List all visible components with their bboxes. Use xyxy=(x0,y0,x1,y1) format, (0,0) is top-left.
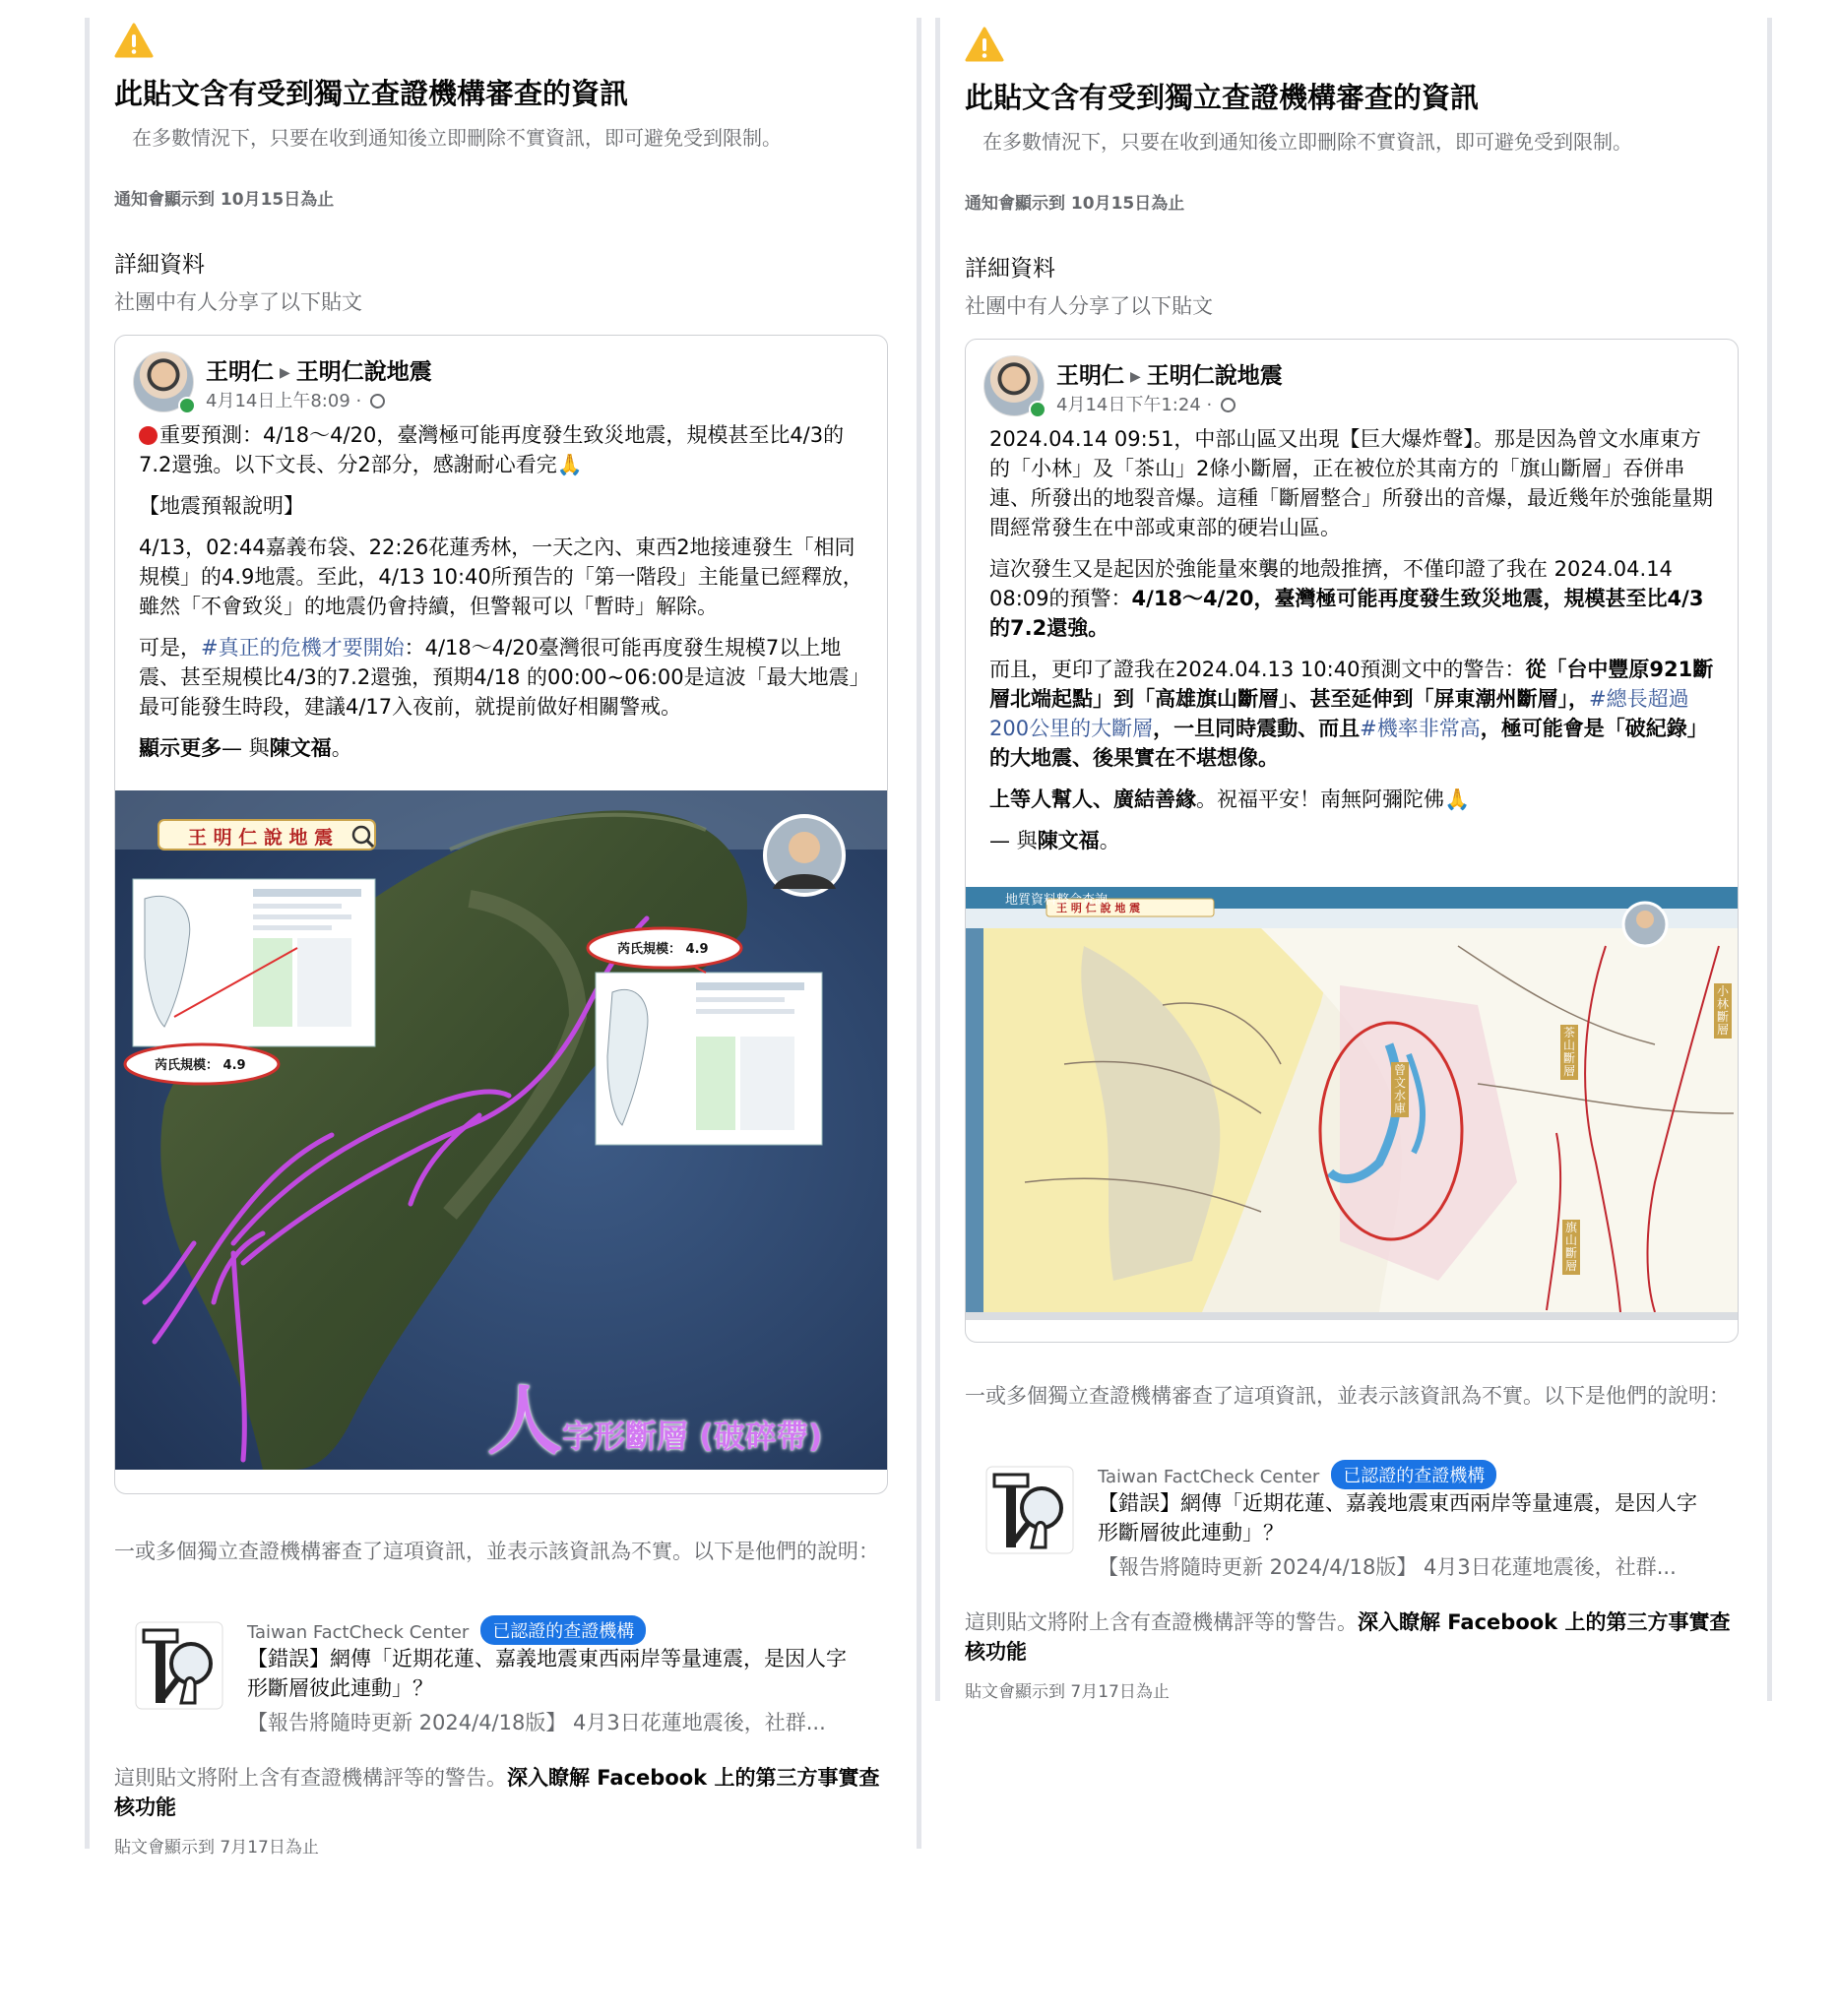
triangle-right-icon: ▶ xyxy=(1130,369,1141,385)
post-text xyxy=(966,424,1738,855)
factcheck-org xyxy=(247,1615,646,1645)
post-timestamp xyxy=(1056,391,1236,416)
learn-more-link[interactable]: 深入瞭解 Facebook 上的第三方事實查核功能 xyxy=(114,1766,880,1819)
factcheck-org xyxy=(1098,1460,1496,1489)
factcheck-snippet: 【報告將隨時更新 2024/4/18版】 4月3日花蓮地震後，社群... xyxy=(1098,1555,1677,1579)
author-name-link[interactable]: 王明仁 xyxy=(206,359,274,385)
details-heading: 詳細資料 xyxy=(114,252,205,278)
image-banner-text: 王 明 仁 說 地 震 xyxy=(1056,902,1141,914)
post-expiry: 貼文會顯示到 7月17日為止 xyxy=(965,1682,1170,1702)
post-paragraph: 而且，更印了證我在2024.04.13 10:40預測文中的警告：從「台中豐原921斷層北端起點」到「高雄旗山斷層」、甚至延伸到「屏東潮州斷層」，#總長超過200公里的大斷層，一旦同時震動、而且#機率非常高，極可能會是「破紀錄」的大地震、後果實在不堪想像。 xyxy=(989,658,1714,770)
post-header xyxy=(115,336,887,420)
map-label: 旗山斷層 xyxy=(1562,1220,1580,1275)
factcheck-headline[interactable]: 【錯誤】網傳「近期花蓮、嘉義地震東西兩岸等量連震，是因人字形斷層彼此連動」？ xyxy=(247,1647,847,1700)
red-circle-icon xyxy=(139,426,158,445)
post-time-link[interactable]: 4月14日下午1:24 · xyxy=(1056,395,1213,415)
image-banner-text: 王 明 仁 說 地 震 xyxy=(188,827,334,849)
post-paragraph: 2024.04.14 09:51，中部山區又出現【巨大爆炸聲】。那是因為曾文水庫東方的「小林」及「茶山」2條小斷層，正在被位於其南方的「旗山斷層」吞併串連、所發出的地裂音爆。這種「斷層整合」所發出的音爆，最近幾年於強能量期間經常發生在中部或東部的硬岩山區。 xyxy=(989,427,1713,539)
tagged-person-link[interactable]: 陳文福 xyxy=(1037,829,1100,852)
online-status-icon xyxy=(178,397,196,414)
notice-subtitle: 在多數情況下，只要在收到通知後立即刪除不實資訊，即可避免受到限制。 xyxy=(132,126,782,150)
map-label: 小林斷層 xyxy=(1714,983,1732,1039)
post-expiry: 貼文會顯示到 7月17日為止 xyxy=(114,1838,319,1858)
post-author-line xyxy=(1056,357,1283,390)
post-paragraph: 上等人幫人、廣結善緣。祝福平安！南無阿彌陀佛🙏 xyxy=(989,788,1471,811)
hashtag-link[interactable]: #機率非常高 xyxy=(1360,717,1481,740)
factcheck-org-name[interactable]: Taiwan FactCheck Center xyxy=(1098,1467,1320,1487)
factcheck-headline[interactable]: 【錯誤】網傳「近期花蓮、嘉義地震東西兩岸等量連震，是因人字形斷層彼此連動」？ xyxy=(1098,1491,1697,1544)
notice-title: 此貼文含有受到獨立查證機構審查的資訊 xyxy=(114,77,629,110)
learn-more-link[interactable]: 深入瞭解 Facebook 上的第三方事實查核功能 xyxy=(965,1610,1731,1664)
post-time-link[interactable]: 4月14日上午8:09 · xyxy=(206,391,362,411)
factcheck-logo-icon[interactable] xyxy=(984,1465,1075,1555)
notice-expiry: 通知會顯示到 10月15日為止 xyxy=(965,194,1185,214)
geologic-map-graphic xyxy=(966,887,1738,1320)
group-name-link[interactable]: 王明仁說地震 xyxy=(295,359,432,385)
tagged-person-link[interactable]: 陳文福 xyxy=(269,736,332,760)
author-name-link[interactable]: 王明仁 xyxy=(1056,363,1124,389)
hashtag-link[interactable]: #真正的危機才要開始 xyxy=(201,636,405,660)
post-paragraph: 重要預測：4/18～4/20，臺灣極可能再度發生致災地震，規模甚至比4/3的7.2還強。以下文長、分2部分，感謝耐心看完🙏 xyxy=(139,423,845,476)
image-caption: 人字形斷層 (破碎帶) xyxy=(487,1377,823,1465)
warning-icon xyxy=(965,27,1004,62)
notice-title: 此貼文含有受到獨立查證機構審查的資訊 xyxy=(965,81,1480,114)
image-brand-text: 地質資料整合查詢 xyxy=(1005,893,1109,908)
magnitude-label: 芮氏規模： 4.9 xyxy=(155,1058,246,1073)
map-label: 茶山斷層 xyxy=(1560,1025,1578,1080)
triangle-right-icon: ▶ xyxy=(280,365,290,381)
notice-expiry: 通知會顯示到 10月15日為止 xyxy=(114,190,335,210)
factcheck-logo-icon[interactable] xyxy=(134,1620,224,1711)
moderation-panel-right xyxy=(935,18,1772,1701)
factcheck-note: 一或多個獨立查證機構審查了這項資訊，並表示該資訊為不實。以下是他們的說明： xyxy=(965,1384,1730,1408)
post-text xyxy=(115,420,887,763)
hashtag-link[interactable]: #總長超過200公里的大斷層 xyxy=(989,687,1689,740)
globe-icon xyxy=(1221,398,1236,412)
shared-note: 社團中有人分享了以下貼文 xyxy=(965,294,1213,318)
post-author-line xyxy=(206,353,432,386)
rating-warning-note: 這則貼文將附上含有查證機構評等的警告。深入瞭解 Facebook 上的第三方事實查核功能 xyxy=(965,1610,1731,1664)
magnitude-label: 芮氏規模： 4.9 xyxy=(617,942,709,957)
details-heading: 詳細資料 xyxy=(965,256,1055,282)
verified-badge: 已認證的查證機構 xyxy=(1331,1460,1496,1489)
group-name-link[interactable]: 王明仁說地震 xyxy=(1146,363,1283,389)
verified-badge: 已認證的查證機構 xyxy=(480,1615,646,1645)
online-status-icon xyxy=(1029,401,1046,418)
post-image-satellite-map[interactable] xyxy=(115,790,887,1470)
post-paragraph: 可是，#真正的危機才要開始：4/18～4/20臺灣很可能再度發生規模7以上地震、甚至規模比4/3的7.2還強，預期4/18 的00:00~06:00是這波「最大地震」最可能發生時段，建議4/17入夜前，就提前做好相關警戒。 xyxy=(139,636,860,719)
post-paragraph: 4/13，02:44嘉義布袋、22:26花蓮秀林，一天之內、東西2地接連發生「相同規模」的4.9地震。至此，4/13 10:40所預告的「第一階段」主能量已經釋放，雖然「不會致災」的地震仍會持續，但警報可以「暫時」解除。 xyxy=(139,536,863,618)
rating-warning-note: 這則貼文將附上含有查證機構評等的警告。深入瞭解 Facebook 上的第三方事實查核功能 xyxy=(114,1766,880,1819)
moderation-panel-left xyxy=(85,18,921,1858)
post-header xyxy=(966,340,1738,424)
factcheck-org-name[interactable]: Taiwan FactCheck Center xyxy=(247,1622,470,1643)
globe-icon xyxy=(370,394,385,409)
shared-note: 社團中有人分享了以下貼文 xyxy=(114,290,362,314)
post-paragraph: — 與陳文福。 xyxy=(989,829,1120,852)
shared-post-card[interactable] xyxy=(965,339,1739,1343)
shared-post-card[interactable] xyxy=(114,335,888,1494)
notice-subtitle: 在多數情況下，只要在收到通知後立即刪除不實資訊，即可避免受到限制。 xyxy=(982,130,1632,154)
post-timestamp xyxy=(206,387,385,412)
post-paragraph: 顯示更多— 與陳文福。 xyxy=(139,736,352,760)
warning-icon xyxy=(114,23,154,58)
see-more-link[interactable]: 顯示更多 xyxy=(139,736,222,760)
factcheck-snippet: 【報告將隨時更新 2024/4/18版】 4月3日花蓮地震後，社群... xyxy=(247,1711,826,1734)
map-label: 曾文水庫 xyxy=(1391,1062,1409,1117)
post-paragraph: 這次發生又是起因於強能量來襲的地殼推擠，不僅印證了我在 2024.04.14 08:09的預警：4/18～4/20，臺灣極可能再度發生致災地震，規模甚至比4/3的7.2還強。 xyxy=(989,557,1704,640)
post-image-geologic-map[interactable] xyxy=(966,887,1738,1320)
factcheck-note: 一或多個獨立查證機構審查了這項資訊，並表示該資訊為不實。以下是他們的說明： xyxy=(114,1540,879,1563)
post-paragraph: 【地震預報說明】 xyxy=(139,494,304,518)
